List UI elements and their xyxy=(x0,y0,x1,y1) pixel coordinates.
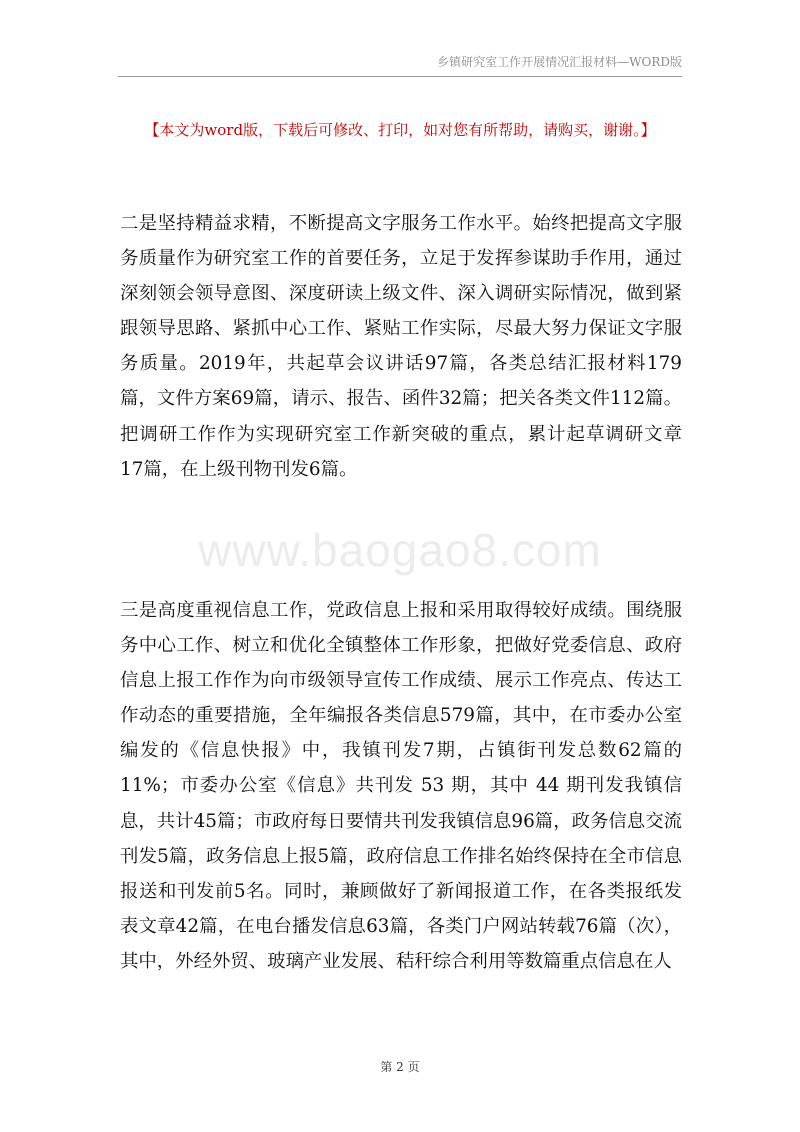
watermark-text: www.baogao8.com xyxy=(198,524,602,576)
page-header xyxy=(118,52,682,77)
page-number: 第 2 页 xyxy=(380,1060,420,1074)
body-paragraph: 二是坚持精益求精，不断提高文字服务工作水平。始终把提高文字服务质量作为研究室工作的首要任务，立足于发挥参谋助手作用，通过深刻领会领导意图、深度研读上级文件、深入调研实际情况，做到紧跟领导思路、紧抓中心工作、紧贴工作实际，尽最大努力保证文字服务质量。2019年，共起草会议讲话97篇，各类总结汇报材料179篇，文件方案69篇，请示、报告、函件32篇；把关各类文件112篇。把调研工作作为实现研究室工作新突破的重点，累计起草调研文章 17篇，在上级刊物刊发6篇。 xyxy=(120,213,682,480)
body-paragraph: 三是高度重视信息工作，党政信息上报和采用取得较好成绩。围绕服务中心工作、树立和优化全镇整体工作形象，把做好党委信息、政府信息上报工作作为向市级领导宣传工作成绩、展示工作亮点、传达工作动态的重要措施，全年编报各类信息579篇，其中，在市委办公室编发的《信息快报》中，我镇刊发7期，占镇街刊发总数62篇的11%；市委办公室《信息》共刊发 53 期，其中 44 期刊发我镇信息，共计45篇；市政府每日要情共刊发我镇信息96篇，政务信息交流刊发5篇，政务信息上报5篇，政府信息工作排名始终保持在全市信息报送和刊发前5名。同时，兼顾做好了新闻报道工作，在各类报纸发表文章42篇，在电台播发信息63篇，各类门户网站转载76篇（次），其中，外经外贸、玻璃产业发展、秸秆综合利用等数篇重点信息在人 xyxy=(120,600,682,972)
header-title: 乡镇研究室工作开展情况汇报材料—WORD版 xyxy=(437,55,682,69)
download-notice: 【本文为word版，下载后可修改、打印，如对您有所帮助，请购买，谢谢。】 xyxy=(144,121,656,139)
